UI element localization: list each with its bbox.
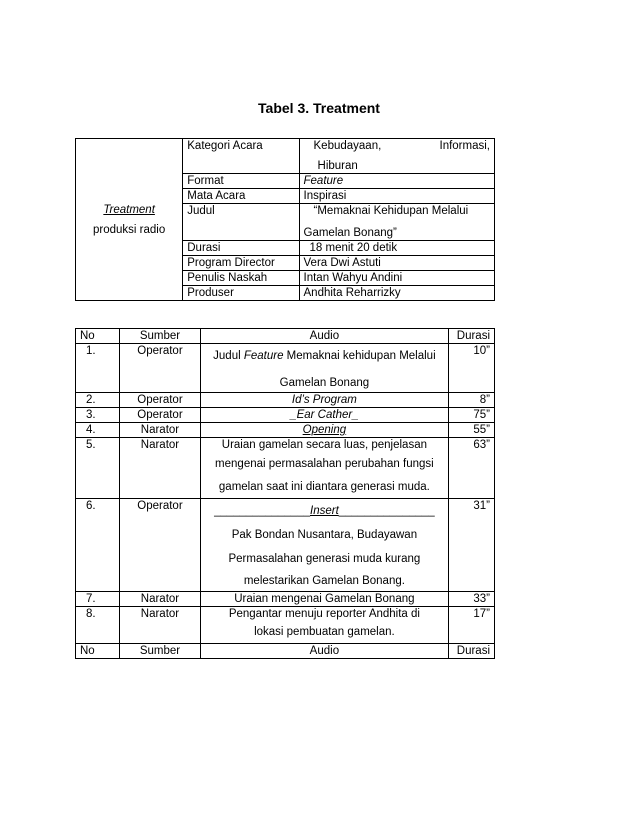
row-audio: Opening	[200, 423, 449, 438]
value-produser: Andhita Reharrizky	[299, 286, 494, 301]
table-title: Tabel 3. Treatment	[258, 100, 380, 116]
row-no: 1.	[76, 344, 120, 393]
header-no: No	[76, 329, 120, 344]
key-kategori: Kategori Acara	[183, 139, 299, 174]
row-no: 5.	[76, 438, 120, 499]
row-duration: 63”	[449, 438, 495, 499]
table-row	[76, 408, 495, 423]
key-judul: Judul	[183, 204, 299, 241]
table-row	[76, 499, 495, 592]
treatment-label-cell	[76, 139, 183, 301]
script-table	[75, 328, 495, 659]
treatment-table	[75, 138, 495, 301]
row-duration: 8”	[449, 393, 495, 408]
row-duration: 31”	[449, 499, 495, 592]
table-row	[76, 344, 495, 393]
value-mata-acara: Inspirasi	[299, 189, 494, 204]
row-duration: 55”	[449, 423, 495, 438]
row-duration: 75”	[449, 408, 495, 423]
key-durasi: Durasi	[183, 241, 299, 256]
footer-audio: Audio	[200, 644, 449, 659]
row-source: Narator	[120, 438, 200, 499]
row-source: Narator	[120, 592, 200, 607]
row-no: 8.	[76, 607, 120, 644]
footer-source: Sumber	[120, 644, 200, 659]
value-kategori: Kebudayaan, Informasi, Hiburan	[299, 139, 494, 174]
row-no: 3.	[76, 408, 120, 423]
table-row	[76, 592, 495, 607]
row-audio: _Ear Cather_	[200, 408, 449, 423]
value-penulis-naskah: Intan Wahyu Andini	[299, 271, 494, 286]
table-footer-row	[76, 644, 495, 659]
value-judul: “Memaknai Kehidupan Melalui Gamelan Bonang”	[299, 204, 494, 241]
table-row	[76, 393, 495, 408]
key-format: Format	[183, 174, 299, 189]
footer-duration: Durasi	[449, 644, 495, 659]
row-audio: Pengantar menuju reporter Andhita di lokasi pembuatan gamelan.	[200, 607, 449, 644]
row-source: Operator	[120, 393, 200, 408]
key-program-director: Program Director	[183, 256, 299, 271]
row-source: Operator	[120, 408, 200, 423]
key-penulis-naskah: Penulis Naskah	[183, 271, 299, 286]
row-no: 4.	[76, 423, 120, 438]
row-audio: Judul Feature Memaknai kehidupan Melalui Gamelan Bonang	[200, 344, 449, 393]
row-source: Operator	[120, 499, 200, 592]
table-row	[76, 423, 495, 438]
header-source: Sumber	[120, 329, 200, 344]
row-audio: _______________Insert_______________ Pak Bondan Nusantara, Budayawan Permasalahan generasi muda kurang melestarikan Gamelan Bonang.	[200, 499, 449, 592]
value-program-director: Vera Dwi Astuti	[299, 256, 494, 271]
table-row	[76, 607, 495, 644]
row-audio: Uraian gamelan secara luas, penjelasan mengenai permasalahan perubahan fungsi gamelan saat ini diantara generasi muda.	[200, 438, 449, 499]
table-header-row	[76, 329, 495, 344]
row-no: 2.	[76, 393, 120, 408]
treatment-sublabel: produksi radio	[93, 223, 166, 236]
row-source: Narator	[120, 423, 200, 438]
row-no: 7.	[76, 592, 120, 607]
value-durasi: 18 menit 20 detik	[299, 241, 494, 256]
table-row	[76, 438, 495, 499]
treatment-label: Treatment	[103, 203, 155, 216]
row-duration: 10”	[449, 344, 495, 393]
row-source: Operator	[120, 344, 200, 393]
row-no: 6.	[76, 499, 120, 592]
footer-no: No	[76, 644, 120, 659]
header-audio: Audio	[200, 329, 449, 344]
row-audio: Id’s Program	[200, 393, 449, 408]
header-duration: Durasi	[449, 329, 495, 344]
key-produser: Produser	[183, 286, 299, 301]
value-format: Feature	[299, 174, 494, 189]
row-source: Narator	[120, 607, 200, 644]
key-mata-acara: Mata Acara	[183, 189, 299, 204]
row-duration: 33”	[449, 592, 495, 607]
row-duration: 17”	[449, 607, 495, 644]
row-audio: Uraian mengenai Gamelan Bonang	[200, 592, 449, 607]
